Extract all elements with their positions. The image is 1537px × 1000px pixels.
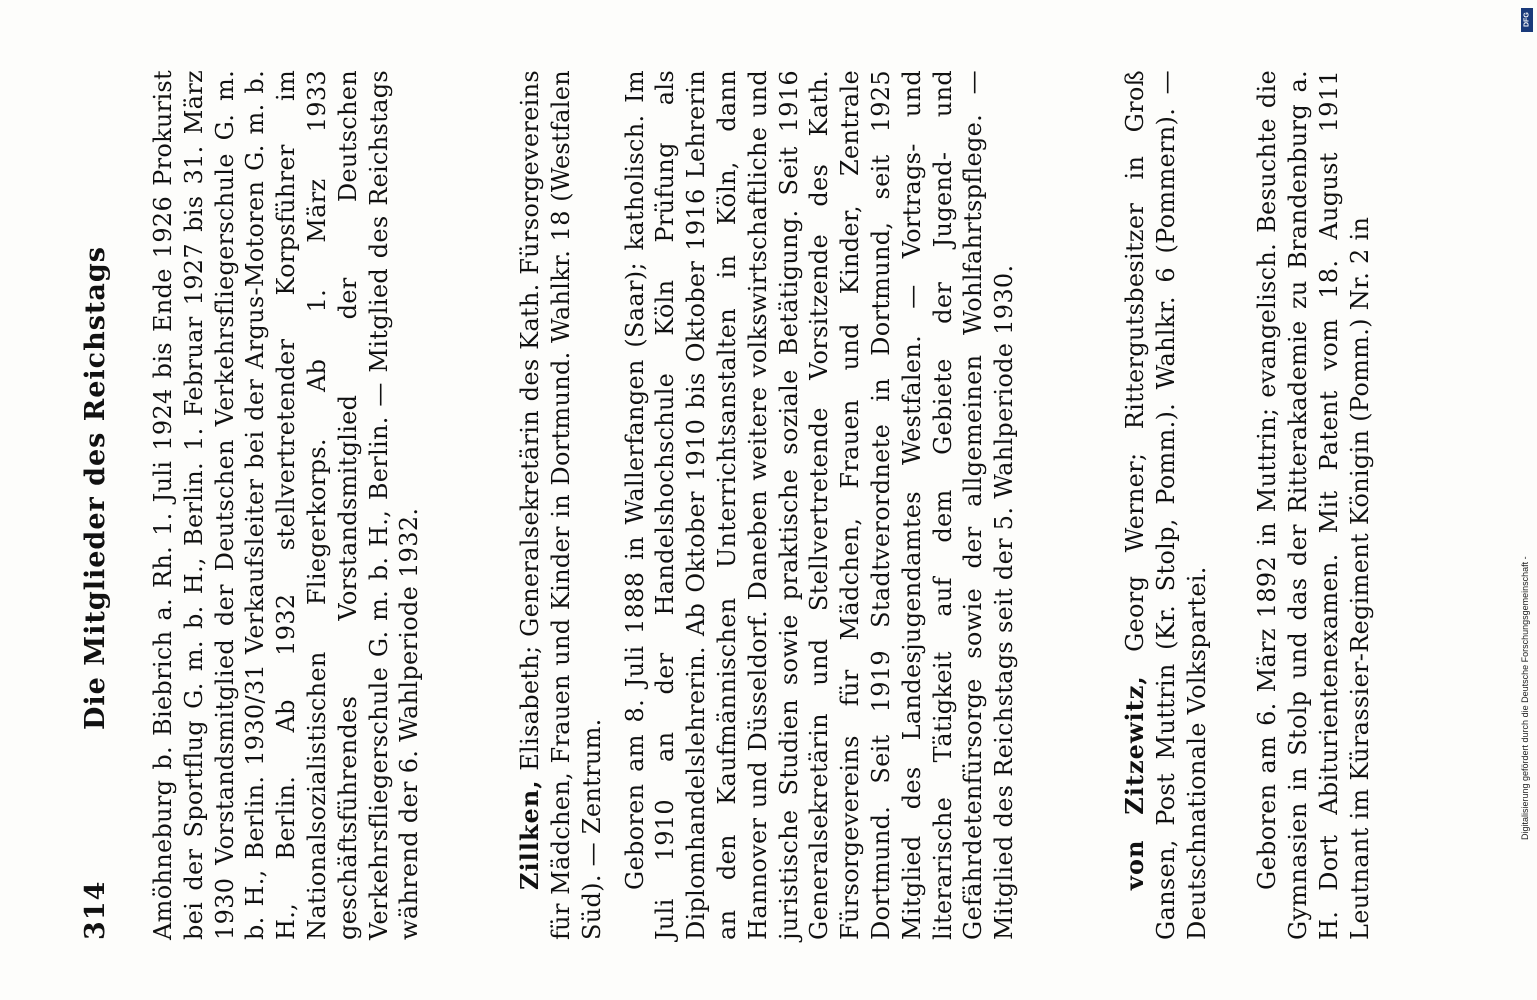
entry-intro <box>1120 70 1212 940</box>
entry-continuation <box>148 70 425 940</box>
rotated-document-page <box>80 60 1480 940</box>
entry-intro-text: Georg Werner; Rittergutsbesitzer in Groß Gansen, Post Muttrin (Kr. Stolp, Pomm.). Wahlkr. 6 (Pommern). — Deutschnationale Volkspartei. <box>1120 70 1211 940</box>
entry-name: Zillken, <box>515 779 545 890</box>
entry-intro-text: Elisabeth; Generalsekretärin des Kath. Fürsorgevereins für Mädchen, Frauen und Kinder in Dortmund. Wahlkr. 18 (Westfalen Süd). — Zentrum. <box>516 70 606 940</box>
entry-name: von Zitzewitz, <box>1119 675 1149 890</box>
digitization-note: Digitalisierung gefördert durch die Deutsche Forschungsgemeinschaft - <box>1520 556 1530 840</box>
body-text <box>148 70 1376 940</box>
entry-paragraph: Geboren am 6. März 1892 in Muttrin; evangelisch. Besuchte die Gymnasien in Stolp und das der Ritterakademie zu Brandenburg a. H. Dort Abiturientenexamen. Mit Patent vom 18. August 1911 Leutnant im Kürassier-Regiment Königin (Pomm.) Nr. 2 in <box>1253 70 1374 940</box>
entry-paragraph: Geboren am 8. Juli 1888 in Wallerfangen (Saar); katholisch. Im Juli 1910 an der Handelshochschule Köln Prüfung als Diplomhandelslehrerin. Ab Oktober 1910 bis Oktober 1916 Lehrerin an den Kaufmännischen Unterrichtsanstalten in Köln, dann Hannover und Düsseldorf. Daneben weitere volkswirtschaftliche und juristische Studien sowie praktische soziale Betätigung. Seit 1916 Generalsekretärin und Stellvertretende Vorsitzende des Kath. Fürsorgevereins für Mädchen, Frauen und Kinder, Zentrale Dortmund. Seit 1919 Stadtverordnete in Dortmund, seit 1925 Mitglied des Landesjugendamtes Westfalen. — Vortrags- und literarische Tätigkeit auf dem Gebiete der Jugend- und Gefährdetenfürsorge sowie der allgemeinen Wohlfahrtspflege. — Mitglied des Reichstags seit der 5. Wahlperiode 1930. <box>620 70 1019 940</box>
entry-zitzewitz <box>1120 70 1376 940</box>
entry-zillken <box>515 70 1020 940</box>
running-head <box>80 60 124 940</box>
page-number: 314 <box>80 880 111 940</box>
entry-paragraph: Amöhneburg b. Biebrich a. Rh. 1. Juli 1924 bis Ende 1926 Prokurist bei der Sportflug G. m. b. H., Berlin. 1. Februar 1927 bis 31. März 1930 Vorstandsmitglied der Deutschen Verkehrsfliegerschule G. m. b. H., Berlin. 1930/31 Verkaufsleiter bei der Argus-Motoren G. m. b. H., Berlin. Ab 1932 stellvertretender Korpsführer im Nationalsozialistischen Fliegerkorps. Ab 1. März 1933 geschäftsführendes Vorstandsmitglied der Deutschen Verkehrsfliegerschule G. m. b. H., Berlin. — Mitglied des Reichstags während der 6. Wahlperiode 1932. <box>149 70 424 940</box>
entry-intro <box>515 70 607 940</box>
page-title: Die Mitglieder des Reichstags <box>80 246 111 730</box>
dfg-logo: DFG <box>1521 8 1533 32</box>
